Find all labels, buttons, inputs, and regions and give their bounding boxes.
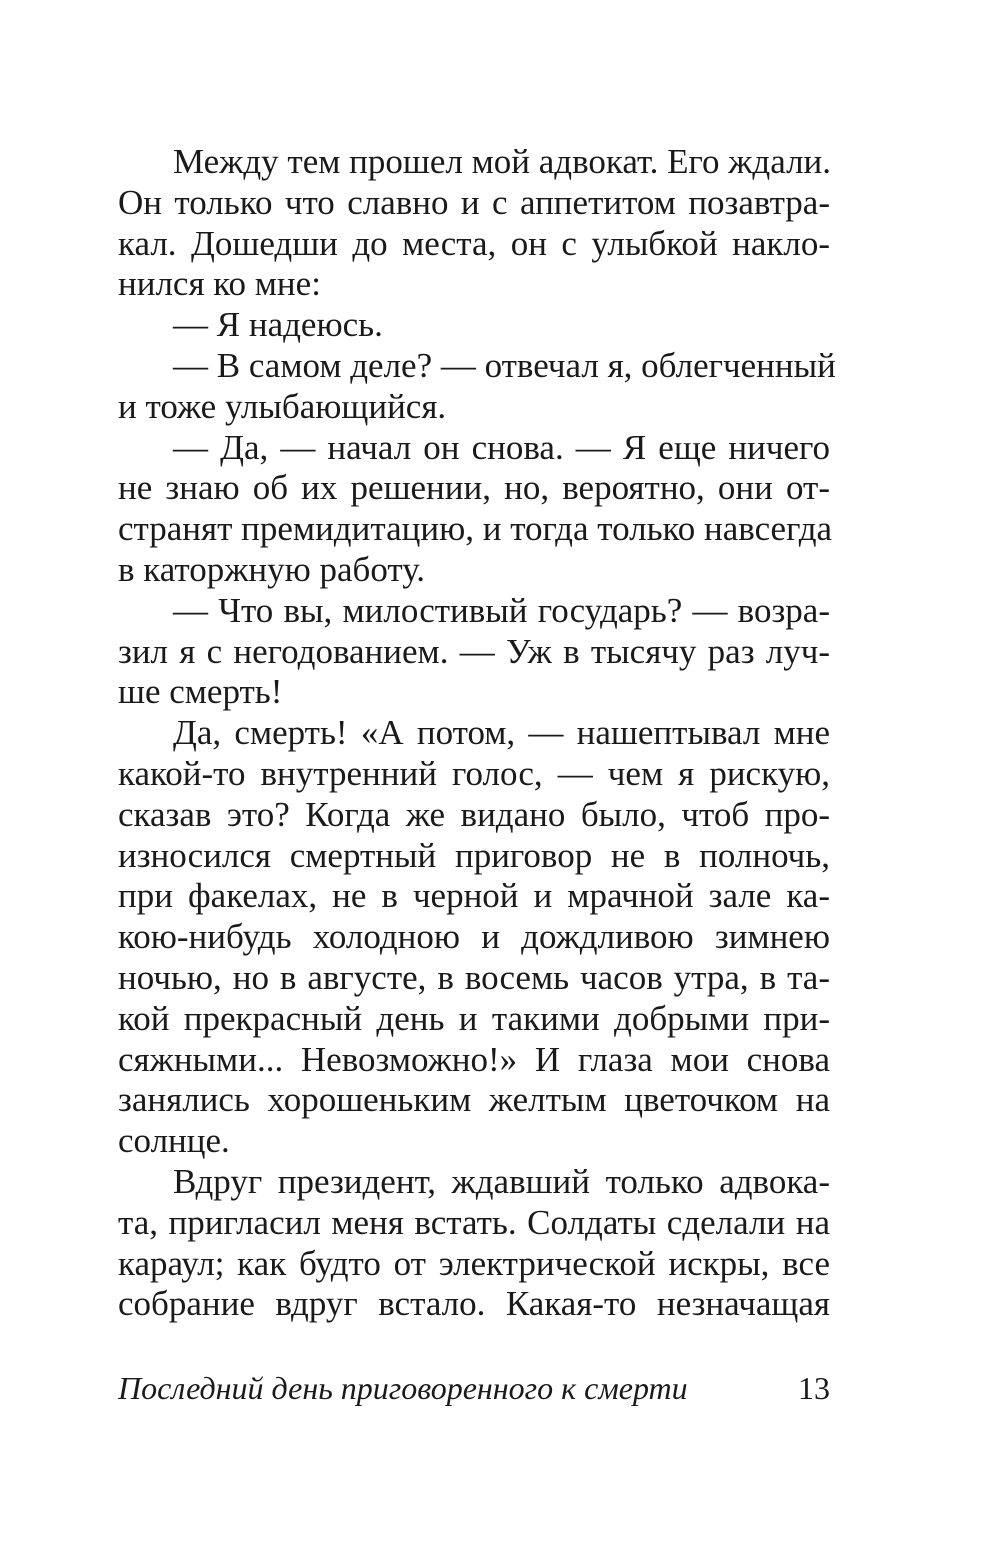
text-line: та, пригласил меня встать. Солдаты сделали на bbox=[118, 1202, 830, 1242]
text-line: зил я с негодованием. — Уж в тысячу раз луч- bbox=[118, 631, 830, 671]
text-line: кой прекрасный день и такими добрыми при- bbox=[118, 998, 830, 1038]
text-line: странят премидитацию, и тогда только навсегда bbox=[118, 509, 833, 549]
text-line: Между тем прошел мой адвокат. Его ждали. bbox=[173, 142, 832, 181]
text-line: Да, смерть! «А потом, — нашептывал мне bbox=[173, 713, 830, 753]
page-footer bbox=[118, 1370, 830, 1414]
text-line: кою-нибудь холодною и дождливою зимнею bbox=[118, 917, 830, 957]
running-title: Последний день приговоренного к смерти bbox=[118, 1370, 688, 1406]
text-line: занялись хорошеньким желтым цветочком на bbox=[118, 1080, 830, 1120]
text-line: сяжными... Невозможно!» И глаза мои снова bbox=[118, 1039, 830, 1079]
text-line: Вдруг президент, ждавший только адвока- bbox=[173, 1161, 830, 1201]
text-line: караул; как будто от электрической искры, все bbox=[118, 1243, 830, 1283]
text-line: — Да, — начал он снова. — Я еще ничего bbox=[173, 427, 830, 467]
body-text bbox=[118, 142, 836, 1325]
text-line: сказав это? Когда же видано было, чтоб про- bbox=[118, 794, 830, 834]
text-line: солнце. bbox=[118, 1121, 230, 1161]
text-line: ночью, но в августе, в восемь часов утра, в та- bbox=[118, 957, 830, 997]
text-line: нился ко мне: bbox=[118, 264, 321, 304]
text-line: при факелах, не в черной и мрачной зале ка- bbox=[118, 876, 830, 916]
text-line: — Я надеюсь. bbox=[173, 305, 383, 345]
text-line: ше смерть! bbox=[118, 672, 283, 712]
text-line: — Что вы, милостивый государь? — возра- bbox=[173, 590, 830, 630]
text-line: Он только что славно и с аппетитом позавтра- bbox=[118, 182, 830, 222]
text-line: и тоже улыбающийся. bbox=[118, 386, 447, 426]
text-line: какой-то внутренний голос, — чем я рискую, bbox=[118, 753, 830, 793]
text-line: кал. Дошедши до места, он с улыбкой накло- bbox=[118, 223, 830, 263]
text-line: не знаю об их решении, но, вероятно, они от- bbox=[118, 468, 830, 508]
text-line: — В самом деле? — отвечал я, облегченный bbox=[173, 345, 836, 385]
text-line: износился смертный приговор не в полночь, bbox=[118, 835, 830, 875]
text-line: собрание вдруг встало. Какая-то незначащая bbox=[118, 1284, 830, 1324]
text-line: в каторжную работу. bbox=[118, 549, 425, 589]
page-number: 13 bbox=[798, 1370, 830, 1406]
